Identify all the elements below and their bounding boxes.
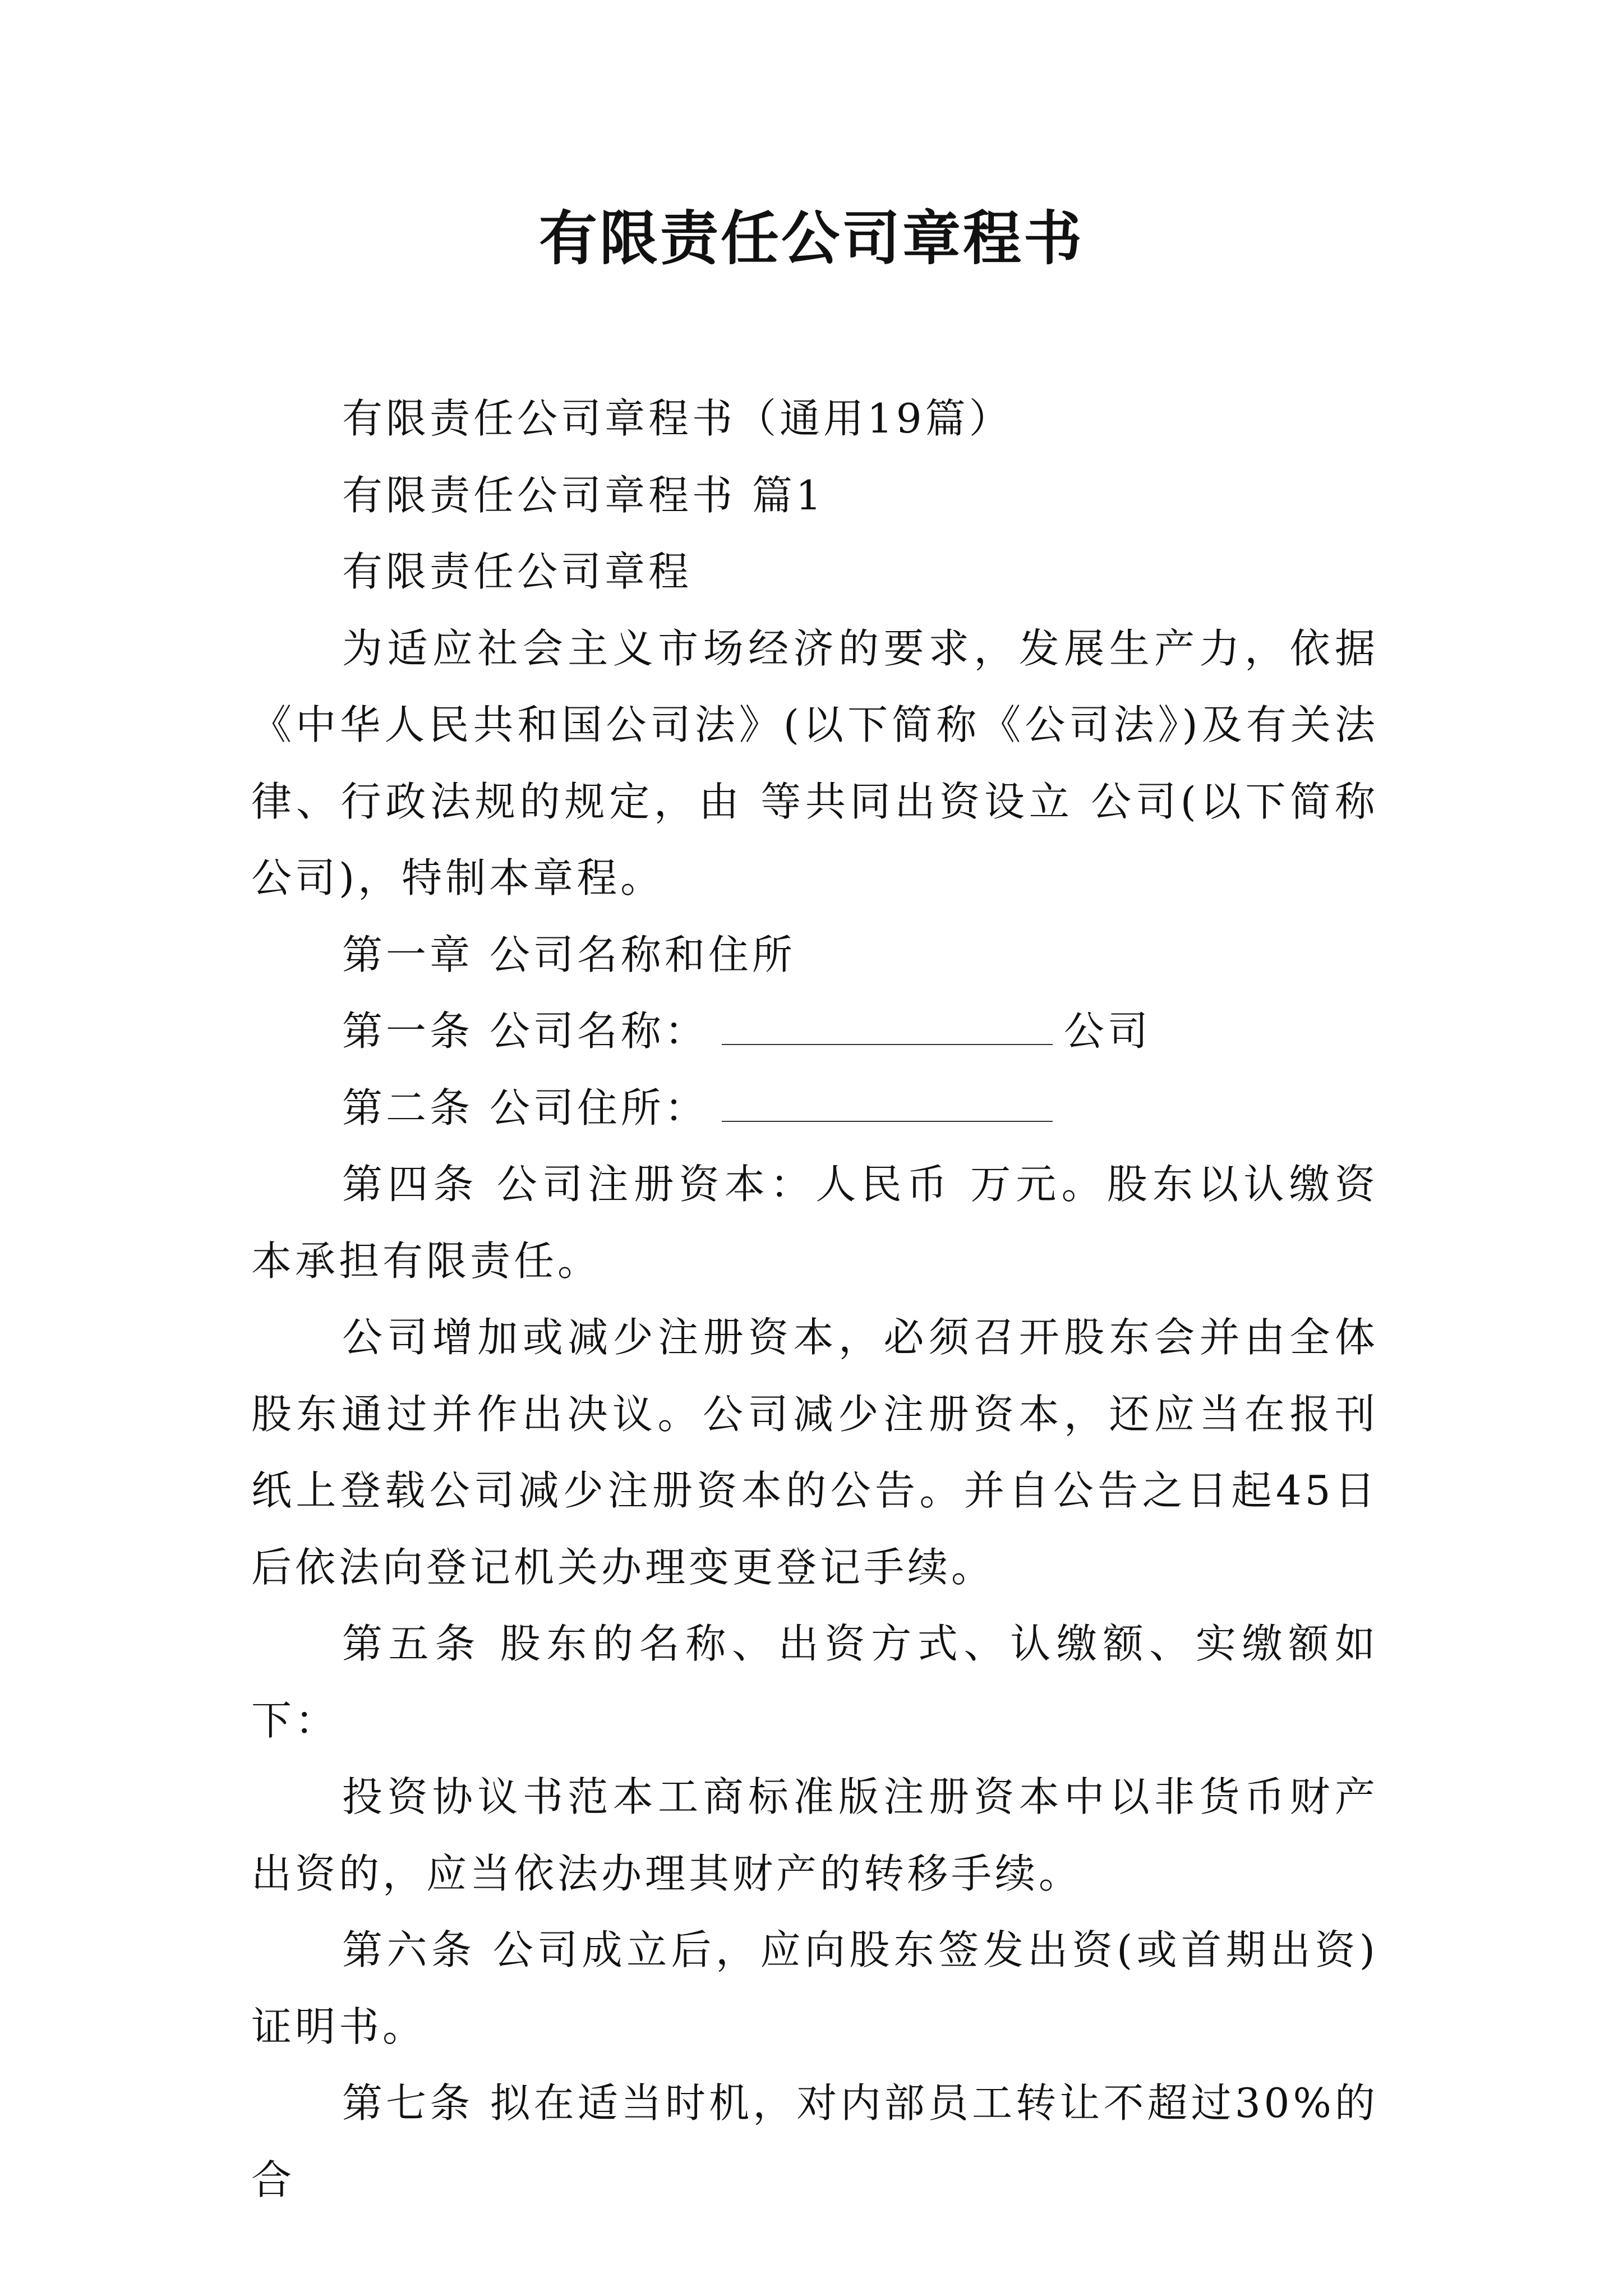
article-1-suffix: 公司 (1063, 1007, 1151, 1055)
paragraph-charter-heading: 有限责任公司章程 (342, 548, 693, 595)
paragraph-article-5: 第五条 股东的名称、出资方式、认缴额、实缴额如下： (251, 1620, 1378, 1744)
paragraph-article-6: 第六条 公司成立后，应向股东签发出资(或首期出资)证明书。 (251, 1926, 1378, 2050)
paragraph-article-7: 第七条 拟在适当时机，对内部员工转让不超过30%的合 (251, 2079, 1378, 2203)
paragraph-non-monetary: 投资协议书范本工商标准版注册资本中以非货币财产出资的，应当依法办理其财产的转移手续。 (251, 1773, 1378, 1897)
paragraph-capital-change: 公司增加或减少注册资本，必须召开股东会并由全体股东通过并作出决议。公司减少注册资本，还应当在报刊纸上登载公司减少注册资本的公告。并自公告之日起45日后依法向登记机关办理变更登记手续。 (251, 1314, 1378, 1591)
article-2-label: 第二条 公司住所： (342, 1084, 708, 1131)
company-name-blank-line (722, 1001, 1053, 1045)
paragraph-chapter-1: 第一章 公司名称和住所 (342, 931, 796, 978)
article-1-label: 第一条 公司名称： (342, 1007, 708, 1055)
paragraph-article-1 (251, 993, 1378, 1070)
paragraph-subtitle: 有限责任公司章程书（通用19篇） (342, 395, 1013, 442)
paragraph-article-2 (251, 1070, 1378, 1147)
document-body (251, 380, 1378, 2218)
company-address-blank-line (722, 1078, 1053, 1122)
paragraph-article-4: 第四条 公司注册资本：人民币 万元。股东以认缴资本承担有限责任。 (251, 1161, 1378, 1285)
document-title: 有限责任公司章程书 (538, 204, 1084, 273)
paragraph-preamble: 为适应社会主义市场经济的要求，发展生产力，依据《中华人民共和国公司法》(以下简称《公司法》)及有关法律、行政法规的规定，由 等共同出资设立 公司(以下简称公司)，特制本章程。 (251, 624, 1378, 901)
paragraph-section-heading: 有限责任公司章程书 篇1 (342, 471, 825, 519)
